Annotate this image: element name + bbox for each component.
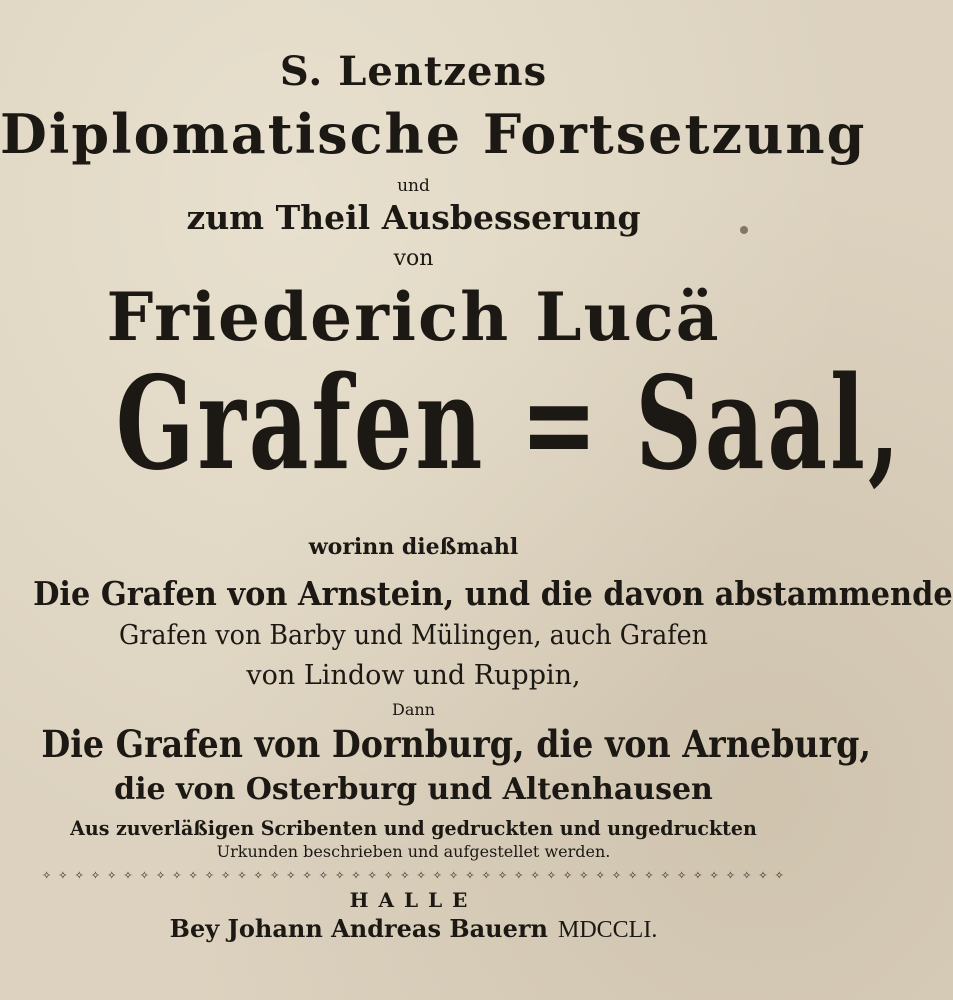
ornament-glyph: ✧ [579, 869, 589, 882]
ornament-glyph: ✧ [237, 869, 247, 882]
ornament-glyph: ✧ [286, 869, 296, 882]
ornament-glyph: ✧ [269, 869, 280, 882]
ornament-glyph: ✧ [42, 869, 52, 882]
contents-line-5: die von Osterburg und Altenhausen [114, 772, 713, 807]
imprint-printer: Bey Johann Andreas Bauern [169, 914, 548, 943]
ornament-glyph: ✧ [465, 869, 475, 882]
title-line-3: Friederich Lucä [106, 278, 721, 356]
ornament-glyph: ✧ [351, 869, 361, 882]
contents-line-1: Die Grafen von Arnstein, und die davon abstammende [33, 574, 953, 613]
ornament-glyph: ✧ [628, 869, 638, 882]
imprint-line [0, 914, 827, 944]
contents-line-3: von Lindow und Ruppin, [246, 660, 581, 691]
sources-line-2: Urkunden beschrieben und aufgestellet werden. [216, 842, 611, 861]
ornament-glyph: ✧ [172, 869, 182, 882]
city-line: HALLE [349, 888, 478, 912]
ornament-glyph: ✧ [497, 869, 508, 882]
ornament-glyph: ✧ [123, 869, 133, 882]
ornament-glyph: ✧ [432, 869, 442, 882]
intro-line: worinn dießmahl [308, 534, 519, 560]
ornament-glyph: ✧ [742, 869, 752, 882]
ornament-glyph: ✧ [514, 869, 524, 882]
ornament-glyph: ✧ [367, 869, 377, 882]
ornament-glyph: ✧ [611, 869, 622, 882]
ornament-glyph: ✧ [383, 869, 394, 882]
conjunction-dann: Dann [392, 700, 435, 719]
ornament-glyph: ✧ [74, 869, 84, 882]
ornament-glyph: ✧ [90, 869, 101, 882]
ornament-glyph: ✧ [693, 869, 703, 882]
ornament-glyph: ✧ [335, 869, 345, 882]
contents-line-2: Grafen von Barby und Mülingen, auch Grafen [118, 620, 709, 651]
ornamental-rule [42, 870, 784, 882]
preposition-von: von [393, 246, 434, 271]
main-title: Grafen = Saal, [115, 349, 903, 499]
ornament-glyph: ✧ [563, 869, 573, 882]
ornament-glyph: ✧ [302, 869, 312, 882]
ornament-glyph: ✧ [58, 869, 68, 882]
title-line-2: zum Theil Ausbesserung [186, 198, 641, 237]
title-line-1: Diplomatische Fortsetzung [0, 102, 867, 166]
ornament-glyph: ✧ [481, 869, 491, 882]
ornament-glyph: ✧ [595, 869, 605, 882]
ornament-glyph: ✧ [530, 869, 540, 882]
ornament-glyph: ✧ [709, 869, 719, 882]
ornament-glyph: ✧ [758, 869, 768, 882]
ornament-glyph: ✧ [139, 869, 149, 882]
ornament-glyph: ✧ [204, 869, 215, 882]
paper-spot [740, 226, 748, 234]
ornament-glyph: ✧ [676, 869, 687, 882]
author-line: S. Lentzens [279, 48, 548, 95]
ornament-glyph: ✧ [155, 869, 166, 882]
ornament-glyph: ✧ [107, 869, 117, 882]
ornament-glyph: ✧ [253, 869, 263, 882]
ornament-glyph: ✧ [416, 869, 426, 882]
ornament-glyph: ✧ [546, 869, 556, 882]
ornament-glyph: ✧ [188, 869, 198, 882]
contents-line-4: Die Grafen von Dornburg, die von Arneburg, [41, 722, 872, 766]
ornament-glyph: ✧ [660, 869, 670, 882]
ornament-glyph: ✧ [449, 869, 459, 882]
ornament-glyph: ✧ [318, 869, 328, 882]
ornament-glyph: ✧ [774, 869, 784, 882]
sources-line-1: Aus zuverläßigen Scribenten und gedruckten und ungedruckten [70, 816, 757, 840]
imprint-year: MDCCLI. [557, 917, 658, 943]
ornament-glyph: ✧ [644, 869, 654, 882]
ornament-glyph: ✧ [725, 869, 736, 882]
ornament-glyph: ✧ [400, 869, 410, 882]
ornament-glyph: ✧ [221, 869, 231, 882]
conjunction-und: und [397, 176, 430, 196]
